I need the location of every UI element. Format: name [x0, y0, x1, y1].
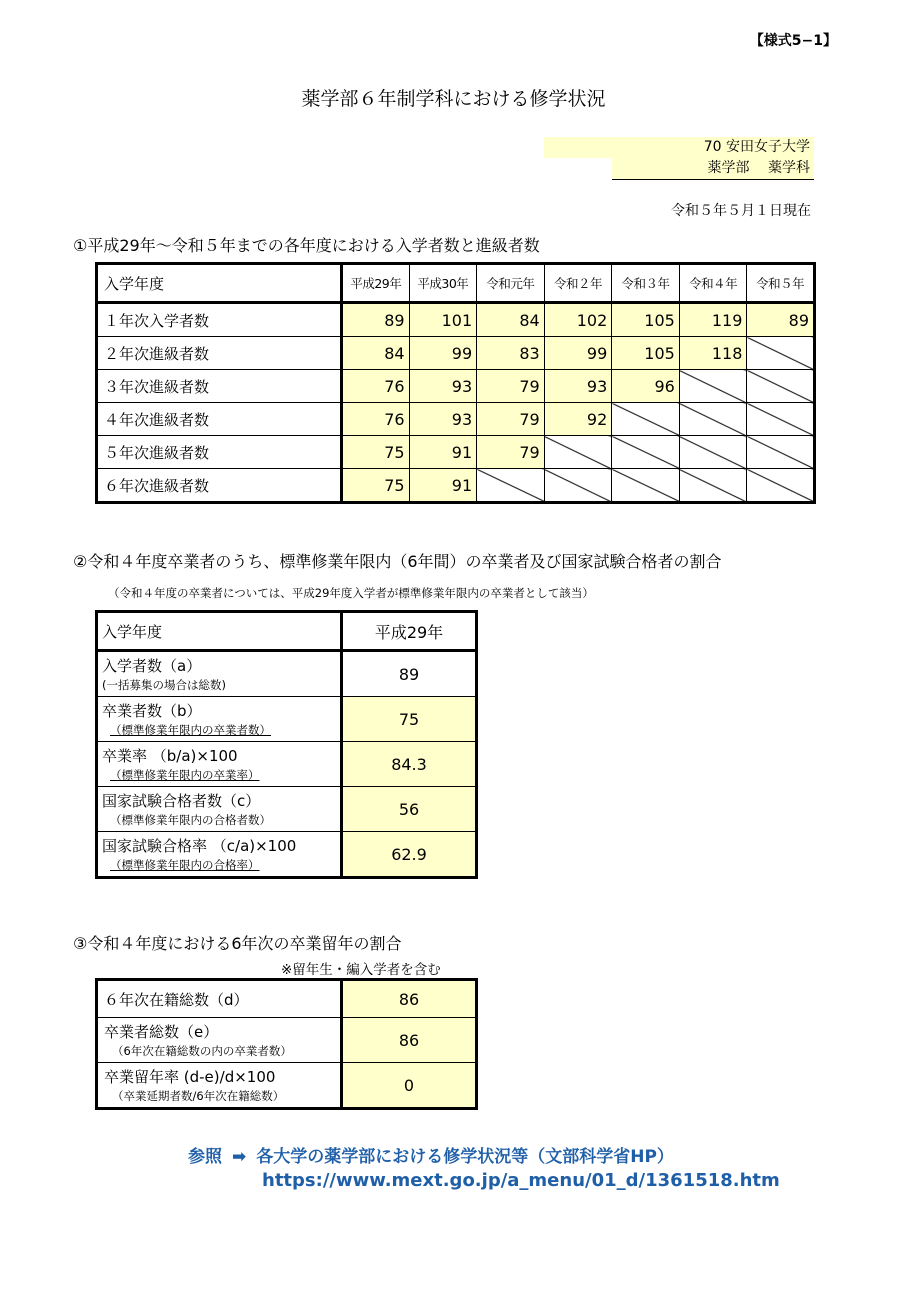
section2-note: （令和４年度の卒業者については、平成29年度入学者が標準修業年限内の卒業者として該当）	[108, 586, 594, 600]
row-label: ４年次進級者数	[97, 403, 342, 436]
table-row	[97, 1018, 477, 1063]
empty-cell	[544, 469, 612, 503]
table-row	[97, 832, 477, 878]
row-label: ３年次進級者数	[97, 370, 342, 403]
empty-cell	[679, 370, 747, 403]
row-label: 卒業者数（b）	[102, 702, 202, 720]
as-of-date: 令和５年５月１日現在	[671, 203, 811, 219]
year-header: 平成29年	[342, 612, 477, 651]
value-cell: 75	[342, 469, 410, 503]
table-row	[97, 370, 815, 403]
value-cell: 101	[409, 303, 477, 337]
row-label: ５年次進級者数	[97, 436, 342, 469]
arrow-right-icon: ➡	[232, 1147, 247, 1167]
header-label: 入学年度	[97, 612, 342, 651]
enrollment-table	[95, 262, 816, 504]
value-cell: 99	[409, 337, 477, 370]
table-header-row	[97, 264, 815, 303]
value-cell: 79	[477, 403, 545, 436]
table-row	[97, 787, 477, 832]
reference-url[interactable]: https://www.mext.go.jp/a_menu/01_d/1361518.htm	[262, 1170, 780, 1191]
reference-label: 参照	[188, 1147, 222, 1167]
row-label: ６年次進級者数	[97, 469, 342, 503]
row-label-cell	[97, 651, 342, 697]
value-cell: 89	[342, 651, 477, 697]
value-cell: 89	[342, 303, 410, 337]
row-label: 国家試験合格率 （c/a)×100	[102, 837, 297, 855]
value-cell: 118	[679, 337, 747, 370]
page-title: 薬学部６年制学科における修学状況	[301, 88, 606, 110]
section1-title: ①平成29年～令和５年までの各年度における入学者数と進級者数	[73, 236, 540, 255]
value-cell: 75	[342, 436, 410, 469]
row-sublabel: （標準修業年限内の卒業率）	[110, 768, 260, 782]
year-header: 令和５年	[747, 264, 815, 303]
row-sublabel: （6年次在籍総数の内の卒業者数）	[112, 1044, 292, 1058]
value-cell: 86	[342, 980, 477, 1018]
row-label: 国家試験合格者数（c）	[102, 792, 261, 810]
school-name: 70 安田女子大学	[544, 137, 814, 158]
value-cell: 86	[342, 1018, 477, 1063]
empty-cell	[747, 436, 815, 469]
retention-table	[95, 978, 478, 1110]
form-number: 【様式5−1】	[749, 33, 837, 49]
row-sublabel: （標準修業年限内の合格者数）	[110, 813, 271, 827]
section3-title: ③令和４年度における6年次の卒業留年の割合	[73, 934, 402, 953]
value-cell: 92	[544, 403, 612, 436]
table-row	[97, 436, 815, 469]
value-cell: 93	[409, 370, 477, 403]
year-header: 平成30年	[409, 264, 477, 303]
table-row	[97, 303, 815, 337]
table-row	[97, 1063, 477, 1109]
value-cell: 84.3	[342, 742, 477, 787]
row-label: 卒業率 （b/a)×100	[102, 747, 238, 765]
row-sublabel: (一括募集の場合は総数)	[102, 678, 226, 692]
empty-cell	[477, 469, 545, 503]
row-label: ６年次在籍総数（d）	[104, 990, 249, 1009]
value-cell: 83	[477, 337, 545, 370]
year-header: 令和４年	[679, 264, 747, 303]
value-cell: 0	[342, 1063, 477, 1109]
header-label: 入学年度	[97, 264, 342, 303]
year-header: 平成29年	[342, 264, 410, 303]
value-cell: 75	[342, 697, 477, 742]
reference-line	[188, 1142, 674, 1167]
value-cell: 93	[409, 403, 477, 436]
value-cell: 79	[477, 436, 545, 469]
row-label-cell	[97, 1063, 342, 1109]
empty-cell	[612, 436, 680, 469]
value-cell: 105	[612, 337, 680, 370]
value-cell: 76	[342, 370, 410, 403]
table-row	[97, 980, 477, 1018]
year-header: 令和３年	[612, 264, 680, 303]
empty-cell	[747, 337, 815, 370]
value-cell: 96	[612, 370, 680, 403]
value-cell: 84	[477, 303, 545, 337]
row-label: １年次入学者数	[97, 303, 342, 337]
row-sublabel: （卒業延期者数/6年次在籍総数）	[112, 1089, 285, 1103]
value-cell: 93	[544, 370, 612, 403]
value-cell: 99	[544, 337, 612, 370]
value-cell: 119	[679, 303, 747, 337]
row-sublabel: （標準修業年限内の卒業者数）	[110, 723, 271, 737]
value-cell: 105	[612, 303, 680, 337]
value-cell: 62.9	[342, 832, 477, 878]
value-cell: 79	[477, 370, 545, 403]
table-row	[97, 337, 815, 370]
value-cell: 91	[409, 469, 477, 503]
school-info	[544, 137, 814, 180]
row-label-cell	[97, 697, 342, 742]
row-label: 卒業留年率 (d-e)/d×100	[104, 1068, 276, 1086]
row-label: ２年次進級者数	[97, 337, 342, 370]
empty-cell	[679, 403, 747, 436]
value-cell: 102	[544, 303, 612, 337]
year-header: 令和元年	[477, 264, 545, 303]
empty-cell	[544, 436, 612, 469]
empty-cell	[747, 403, 815, 436]
table-row	[97, 403, 815, 436]
value-cell: 56	[342, 787, 477, 832]
reference-text: 各大学の薬学部における修学状況等（文部科学省HP）	[256, 1147, 674, 1167]
row-label-cell	[97, 1018, 342, 1063]
row-sublabel: （標準修業年限内の合格率）	[110, 858, 260, 872]
empty-cell	[747, 370, 815, 403]
graduation-table	[95, 610, 478, 879]
row-label: 卒業者総数（e）	[104, 1023, 219, 1041]
empty-cell	[679, 436, 747, 469]
empty-cell	[679, 469, 747, 503]
value-cell: 89	[747, 303, 815, 337]
value-cell: 91	[409, 436, 477, 469]
row-label-cell	[97, 787, 342, 832]
table-row	[97, 469, 815, 503]
empty-cell	[747, 469, 815, 503]
row-label-cell	[97, 742, 342, 787]
table-row	[97, 651, 477, 697]
value-cell: 76	[342, 403, 410, 436]
row-label-cell	[97, 832, 342, 878]
section2-title: ②令和４年度卒業者のうち、標準修業年限内（6年間）の卒業者及び国家試験合格者の割合	[73, 552, 722, 571]
section3-note: ※留年生・編入学者を含む	[281, 962, 441, 978]
year-header: 令和２年	[544, 264, 612, 303]
table-row	[97, 742, 477, 787]
row-label-cell	[97, 980, 342, 1018]
empty-cell	[612, 403, 680, 436]
department-name: 薬学部 薬学科	[612, 158, 814, 180]
empty-cell	[612, 469, 680, 503]
row-label: 入学者数（a）	[102, 657, 202, 675]
value-cell: 84	[342, 337, 410, 370]
table-row	[97, 697, 477, 742]
table-header-row	[97, 612, 477, 651]
